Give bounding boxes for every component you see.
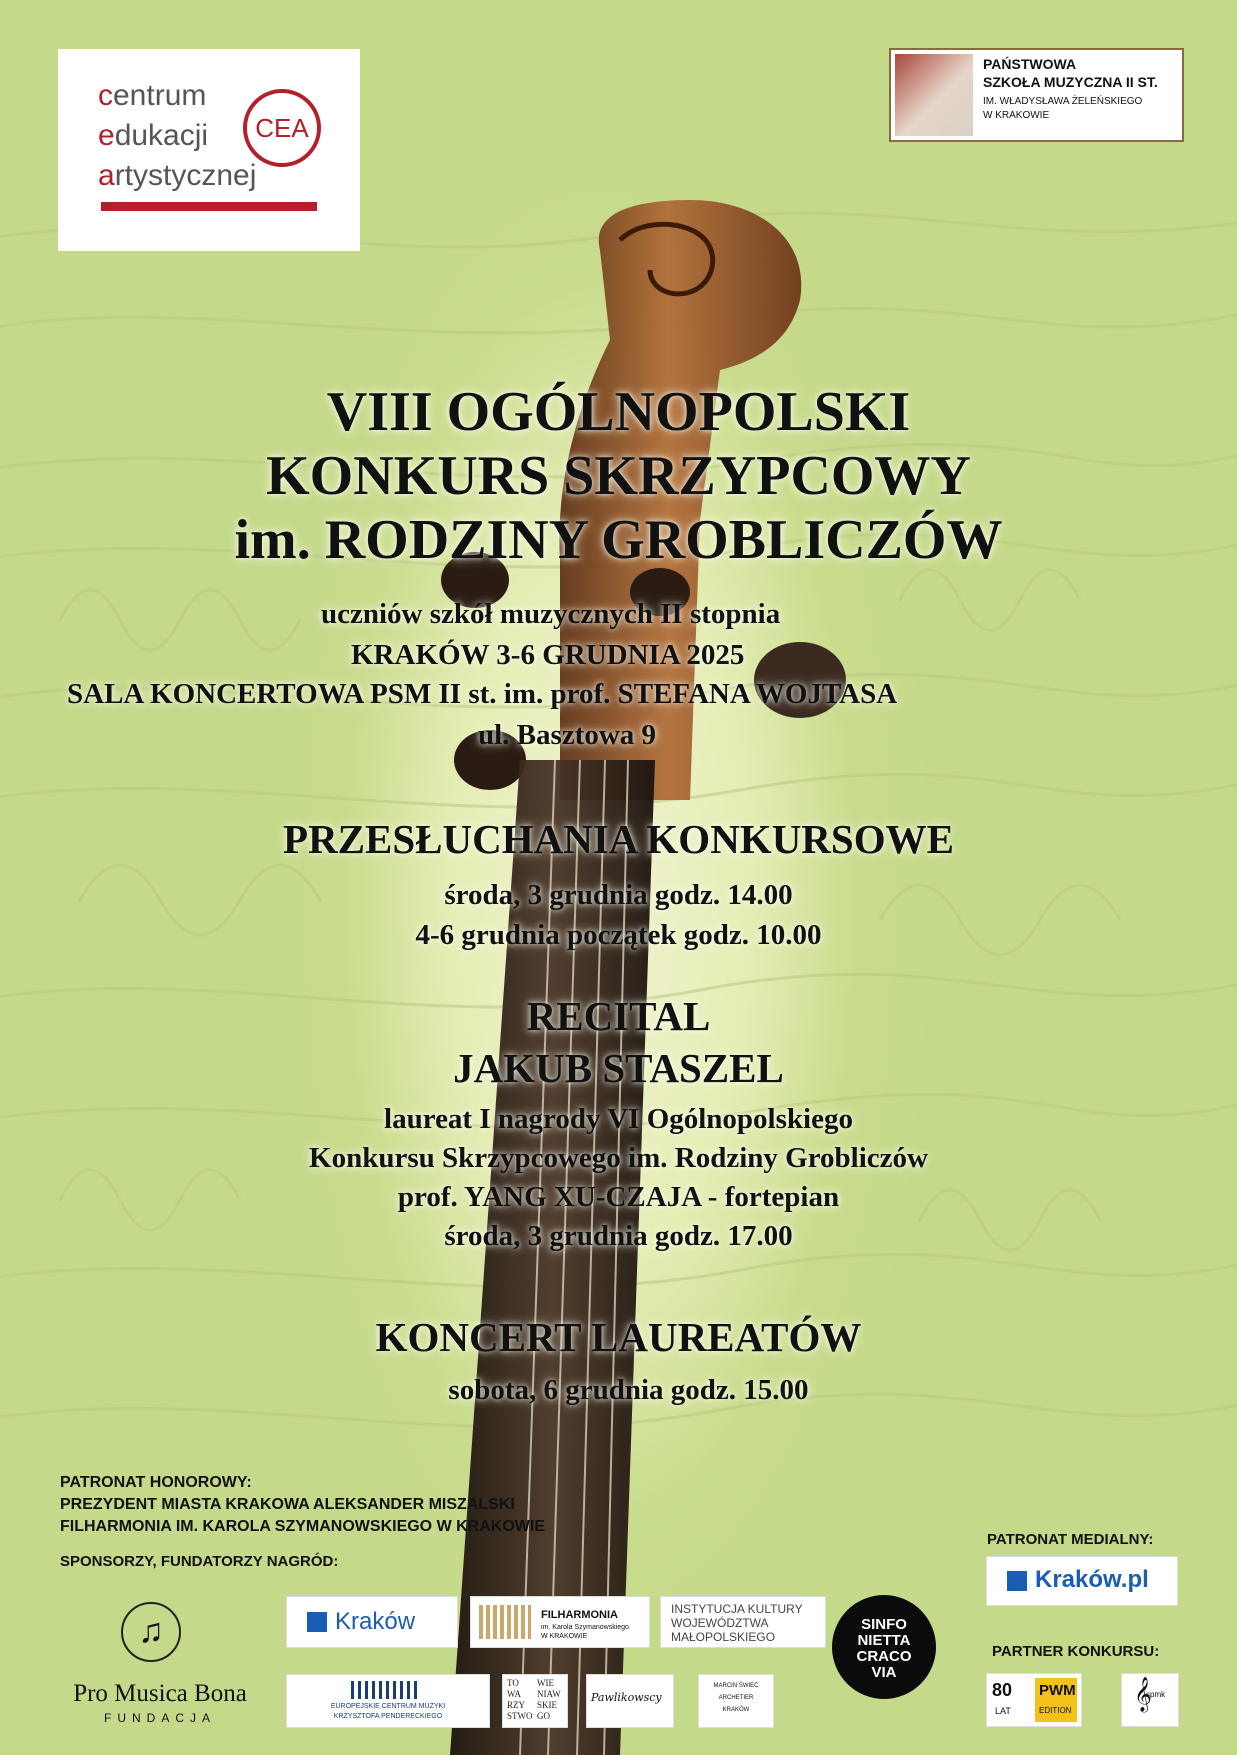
pawlikowscy-text: Pawlikowscy — [591, 1691, 662, 1704]
pwm-badge — [1035, 1678, 1077, 1722]
auditions-schedule — [0, 875, 1237, 955]
swiec-line1: MARCIN ŚWIEĆ — [713, 1683, 759, 1689]
psm-logo — [889, 48, 1184, 142]
filharmonia-sub1: im. Karola Szymanowskiego — [541, 1624, 629, 1631]
swiec-line3: KRAKÓW — [722, 1707, 750, 1713]
recital-line1: laureat I nagrody VI Ogólnopolskiego — [384, 1103, 853, 1135]
subtitle-address: ul. Basztowa 9 — [478, 719, 657, 751]
title-line1: VIII OGÓLNOPOLSKI — [326, 381, 911, 443]
ecm-line2: KRZYSZTOFA PENDERECKIEGO — [333, 1713, 443, 1720]
sinfonietta-text: SINFO NIETTA CRACO VIA — [856, 1616, 912, 1681]
instytucja-line2: WOJEWÓDZTWA — [671, 1616, 769, 1630]
pwm-lat: LAT — [995, 1706, 1011, 1716]
krakow-icon — [307, 1612, 327, 1632]
pwm-text: PWM — [1039, 1682, 1076, 1699]
patronage-line1: PREZYDENT MIASTA KRAKOWA ALEKSANDER MISZALSKI — [60, 1496, 515, 1513]
krakow-text: Kraków — [335, 1608, 416, 1635]
pwm-edition: EDITION — [1039, 1706, 1072, 1715]
krakow-pl-logo — [986, 1556, 1178, 1606]
psm-line4: W KRAKOWIE — [983, 110, 1050, 121]
recital-line3: prof. YANG XU-CZAJA - fortepian — [397, 1181, 840, 1213]
pwm-logo — [986, 1673, 1082, 1727]
towarzystwo-text: TO WA RZY STWO — [507, 1678, 533, 1721]
spmk-text: spmk — [1146, 1690, 1166, 1699]
auditions-line1: środa, 3 grudnia godz. 14.00 — [444, 879, 793, 911]
recital-performer: JAKUB STASZEL — [453, 1045, 784, 1091]
patronage-label: PATRONAT HONOROWY: — [60, 1474, 252, 1491]
filharmonia-logo — [470, 1596, 650, 1648]
filharmonia-icon — [479, 1605, 531, 1639]
krakow-pl-icon — [1007, 1571, 1027, 1591]
instytucja-line3: MAŁOPOLSKIEGO — [671, 1630, 776, 1644]
subtitle-venue: SALA KONCERTOWA PSM II st. im. prof. STEFANA WOJTASA — [67, 678, 898, 710]
concert-date: sobota, 6 grudnia godz. 15.00 — [448, 1374, 809, 1406]
filharmonia-name: FILHARMONIA — [541, 1609, 618, 1621]
concert-heading: KONCERT LAUREATÓW — [375, 1314, 862, 1360]
subtitle-line1: uczniów szkół muzycznych II stopnia — [321, 598, 781, 630]
pawlikowscy-logo — [586, 1674, 674, 1728]
ecm-icon — [351, 1681, 421, 1699]
event-title — [0, 380, 1237, 572]
sponsors-label: SPONSORZY, FUNDATORZY NAGRÓD: — [60, 1553, 339, 1570]
krakow-pl-text: Kraków.pl — [1035, 1566, 1149, 1593]
ecm-logo — [286, 1674, 490, 1728]
cea-logo — [58, 49, 360, 251]
recital-heading — [0, 990, 1237, 1094]
sinfonietta-logo — [832, 1595, 936, 1699]
recital-line2: Konkursu Skrzypcowego im. Rodziny Grobliczów — [309, 1142, 928, 1174]
treble-clef-icon: 𝄞 — [1134, 1678, 1152, 1711]
cea-logo-bar — [101, 202, 317, 211]
ecm-line1: EUROPEJSKIE CENTRUM MUZYKI — [330, 1703, 446, 1710]
title-line2: KONKURS SKRZYPCOWY — [266, 445, 971, 507]
recital-heading1: RECITAL — [526, 993, 711, 1039]
pwm-80: 80 — [992, 1680, 1013, 1700]
swiec-line2: ARCHETIER — [718, 1695, 754, 1701]
partner-label: PARTNER KONKURSU: — [992, 1643, 1160, 1660]
psm-line2: SZKOŁA MUZYCZNA II ST. — [983, 74, 1158, 90]
auditions-line2: 4-6 grudnia początek godz. 10.00 — [415, 919, 822, 951]
cea-logo-line3: artystycznej — [98, 159, 257, 192]
auditions-heading: PRZESŁUCHANIA KONKURSOWE — [283, 816, 954, 862]
swiec-logo — [698, 1674, 774, 1728]
patronage-line2: FILHARMONIA IM. KAROLA SZYMANOWSKIEGO W KRAKOWIE — [60, 1518, 545, 1535]
spmk-logo — [1121, 1673, 1179, 1727]
wieniawskiego-text: WIE NIAW SKIE GO — [537, 1678, 561, 1721]
media-label: PATRONAT MEDIALNY: — [987, 1531, 1154, 1548]
psm-logo-image — [895, 54, 973, 136]
promusica-logo — [55, 1598, 265, 1728]
krakow-logo — [286, 1596, 458, 1648]
subtitle-dates: KRAKÓW 3-6 GRUDNIA 2025 — [351, 639, 745, 671]
psm-line3: IM. WŁADYSŁAWA ŻELEŃSKIEGO — [983, 96, 1143, 107]
recital-details — [0, 1100, 1237, 1256]
instytucja-line1: INSTYTUCJA KULTURY — [671, 1602, 803, 1616]
psm-line1: PAŃSTWOWA — [983, 56, 1077, 72]
towarzystwo-logo — [502, 1674, 568, 1728]
cea-logo-line2: edukacji — [98, 119, 209, 152]
promusica-sub: FUNDACJA — [103, 1711, 216, 1725]
music-note-icon: ♫ — [121, 1602, 181, 1662]
cea-mark: CEA — [243, 89, 321, 167]
filharmonia-sub2: W KRAKOWIE — [541, 1633, 588, 1640]
promusica-name: Pro Musica Bona — [73, 1680, 247, 1707]
instytucja-logo — [660, 1596, 826, 1648]
title-line3: im. RODZINY GROBLICZÓW — [234, 509, 1003, 571]
cea-logo-line1: centrum — [98, 79, 207, 112]
recital-line4: środa, 3 grudnia godz. 17.00 — [444, 1220, 793, 1252]
